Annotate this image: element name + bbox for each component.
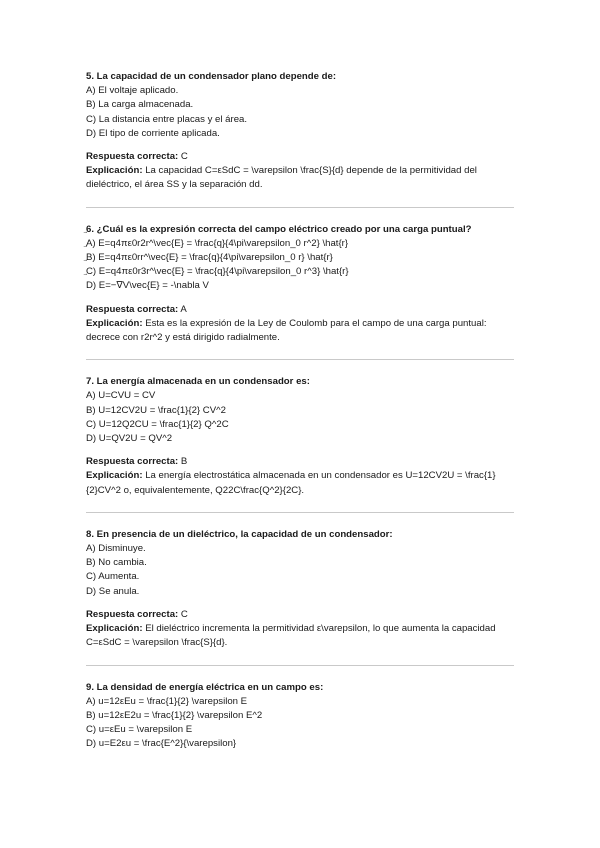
divider bbox=[86, 207, 514, 208]
answer-block bbox=[86, 150, 514, 193]
explanation bbox=[86, 317, 514, 345]
correct-answer bbox=[86, 608, 514, 622]
quiz-page bbox=[86, 70, 514, 752]
answer-value: C bbox=[180, 608, 188, 620]
question-5 bbox=[86, 70, 514, 193]
answer-value: A bbox=[180, 303, 187, 315]
explanation bbox=[86, 469, 514, 497]
answer-block bbox=[86, 608, 514, 651]
explanation-text: El dieléctrico incrementa la permitividad ε\varepsilon, lo que aumenta la capacidad C=εSdC = \varepsilon \frac{S}{d}. bbox=[86, 623, 496, 649]
answer-block bbox=[86, 455, 514, 498]
answer-label: Respuesta correcta: bbox=[86, 303, 179, 315]
option-b: B) La carga almacenada. bbox=[86, 99, 194, 111]
option-c: C) u=εEu = \varepsilon E bbox=[86, 724, 193, 736]
option-a: A) E =q4πε0r2r^\vec{E} = \frac{q}{4\pi\varepsilon_0 r^2} \hat{r} bbox=[86, 237, 349, 249]
explanation-label: Explicación: bbox=[86, 317, 143, 329]
correct-answer bbox=[86, 455, 514, 469]
option-b: B) No cambia. bbox=[86, 557, 147, 569]
question-title: 8. En presencia de un dieléctrico, la capacidad de un condensador: bbox=[86, 528, 393, 540]
option-d: D) u=E2εu = \frac{E^2}{\varepsilon} bbox=[86, 738, 237, 750]
answer-value: C bbox=[180, 151, 188, 163]
correct-answer bbox=[86, 150, 514, 164]
divider bbox=[86, 512, 514, 513]
option-c: C) Aumenta. bbox=[86, 571, 140, 583]
option-d: D) U=QV2U = QV^2 bbox=[86, 433, 173, 445]
divider bbox=[86, 359, 514, 360]
option-a: A) El voltaje aplicado. bbox=[86, 85, 179, 97]
option-b: B) u=12εE2u = \frac{1}{2} \varepsilon E^2 bbox=[86, 709, 263, 721]
correct-answer bbox=[86, 303, 514, 317]
option-d: D) El tipo de corriente aplicada. bbox=[86, 127, 220, 139]
option-c: C) E =q4πε0r3r^\vec{E} = \frac{q}{4\pi\varepsilon_0 r^3} \hat{r} bbox=[86, 266, 349, 278]
explanation-text: La capacidad C=εSdC = \varepsilon \frac{S}{d} depende de la permitividad del dieléctrico, el área SS y la separación dd. bbox=[86, 165, 477, 191]
option-a: A) Disminuye. bbox=[86, 543, 146, 555]
option-c: C) La distancia entre placas y el área. bbox=[86, 113, 248, 125]
question-title: 5. La capacidad de un condensador plano depende de: bbox=[86, 71, 337, 82]
question-9 bbox=[86, 681, 514, 752]
explanation bbox=[86, 164, 514, 192]
question-title: 7. La energía almacenada en un condensador es: bbox=[86, 376, 310, 388]
option-d: D) Se anula. bbox=[86, 585, 140, 597]
explanation-label: Explicación: bbox=[86, 165, 143, 177]
answer-label: Respuesta correcta: bbox=[86, 456, 179, 468]
answer-value: B bbox=[180, 456, 188, 468]
explanation bbox=[86, 622, 514, 650]
divider bbox=[86, 665, 514, 666]
option-a: A) U=CVU = CV bbox=[86, 390, 156, 402]
explanation-label: Explicación: bbox=[86, 623, 143, 635]
question-title: 9. La densidad de energía eléctrica en un campo es: bbox=[86, 681, 324, 693]
option-b: B) U=12CV2U = \frac{1}{2} CV^2 bbox=[86, 404, 226, 416]
option-d: D) E =−∇V\vec{E} = -\nabla V bbox=[86, 280, 209, 292]
question-7 bbox=[86, 375, 514, 498]
explanation-text: La energía electrostática almacenada en un condensador es U=12CV2U = \frac{1}{2}CV^2 o, equivalentemente, Q22C\frac{Q^2}{2C}. bbox=[86, 470, 496, 496]
question-title: 6. ¿Cuál es la expresión correcta del campo eléctrico creado por una carga puntual? bbox=[86, 223, 472, 235]
explanation-label: Explicación: bbox=[86, 470, 143, 482]
explanation-text: Esta es la expresión de la Ley de Coulomb para el campo de una carga puntual: decrece con r2r^2 y está dirigido radialmente. bbox=[86, 317, 487, 344]
option-c: C) U=12Q2CU = \frac{1}{2} Q^2C bbox=[86, 418, 229, 430]
option-a: A) u=12εEu = \frac{1}{2} \varepsilon E bbox=[86, 695, 248, 707]
option-b: B) E =q4πε0rr^\vec{E} = \frac{q}{4\pi\varepsilon_0 r} \hat{r} bbox=[86, 252, 333, 264]
answer-label: Respuesta correcta: bbox=[86, 151, 179, 163]
answer-label: Respuesta correcta: bbox=[86, 608, 179, 620]
question-8 bbox=[86, 528, 514, 651]
answer-block bbox=[86, 303, 514, 346]
question-6 bbox=[86, 223, 514, 346]
